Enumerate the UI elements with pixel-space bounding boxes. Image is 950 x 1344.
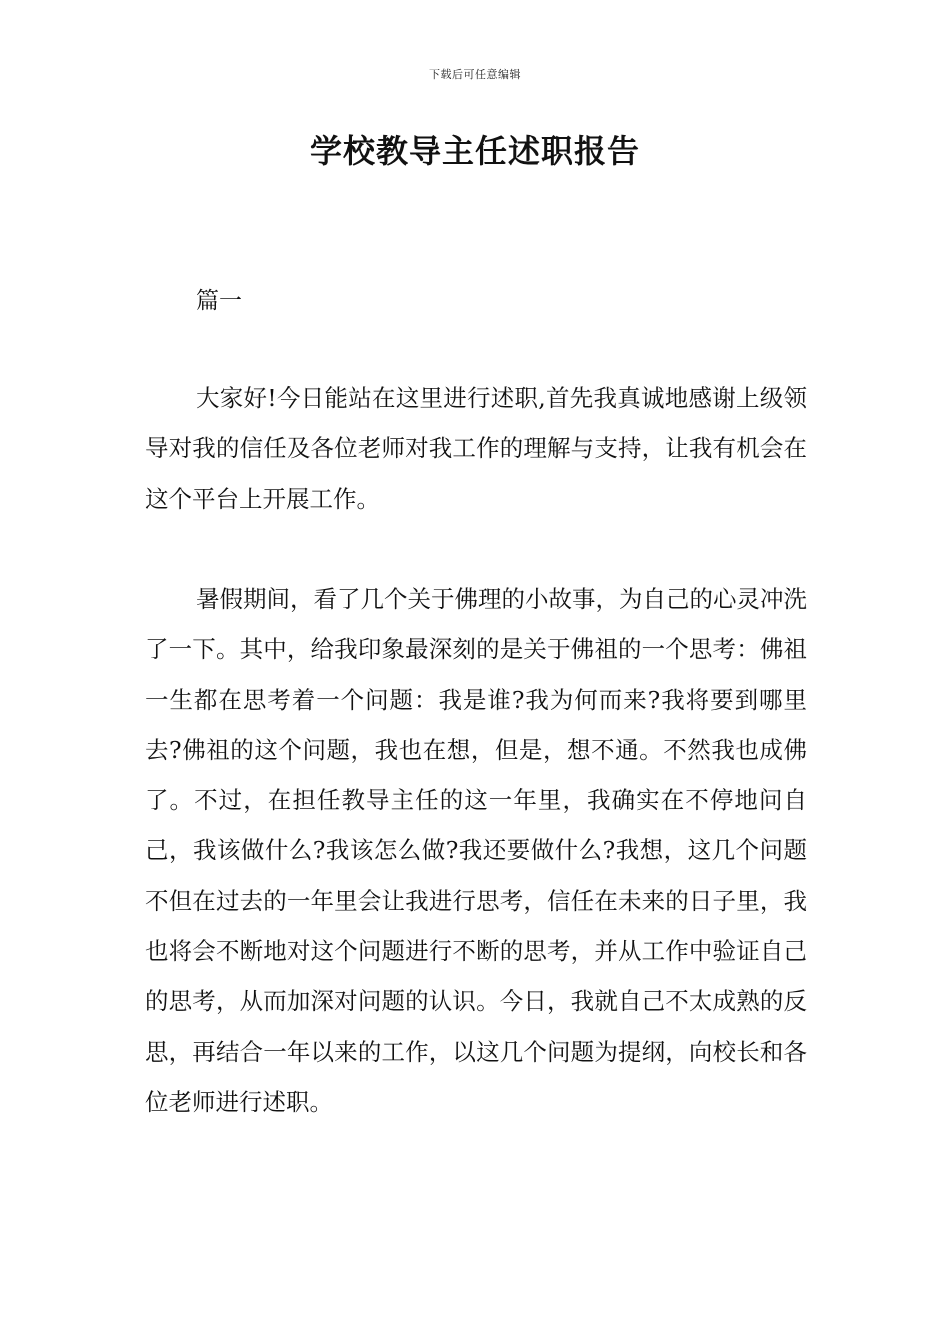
header-note: 下载后可任意编辑 — [429, 68, 521, 81]
document-title: 学校教导主任述职报告 — [309, 132, 640, 170]
section-label: 篇一 — [196, 288, 242, 314]
paragraph-1: 大家好!今日能站在这里进行述职,首先我真诚地感谢上级领导对我的信任及各位老师对我工作的理解与支持，让我有机会在这个平台上开展工作。 — [145, 384, 807, 513]
paragraph-2: 暑假期间，看了几个关于佛理的小故事，为自己的心灵冲洗了一下。其中，给我印象最深刻的是关于佛祖的一个思考：佛祖一生都在思考着一个问题：我是谁?我为何而来?我将要到哪里去?佛祖的这个问题，我也在想，但是，想不通。不然我也成佛了。不过，在担任教导主任的这一年里，我确实在不停地问自己，我该做什么?我该怎么做?我还要做什么?我想，这几个问题不但在过去的一年里会让我进行思考，信任在未来的日子里，我也将会不断地对这个问题进行不断的思考，并从工作中验证自己的思考，从而加深对问题的认识。今日，我就自己不太成熟的反思，再结合一年以来的工作，以这几个问题为提纲，向校长和各位老师进行述职。 — [145, 585, 807, 1116]
